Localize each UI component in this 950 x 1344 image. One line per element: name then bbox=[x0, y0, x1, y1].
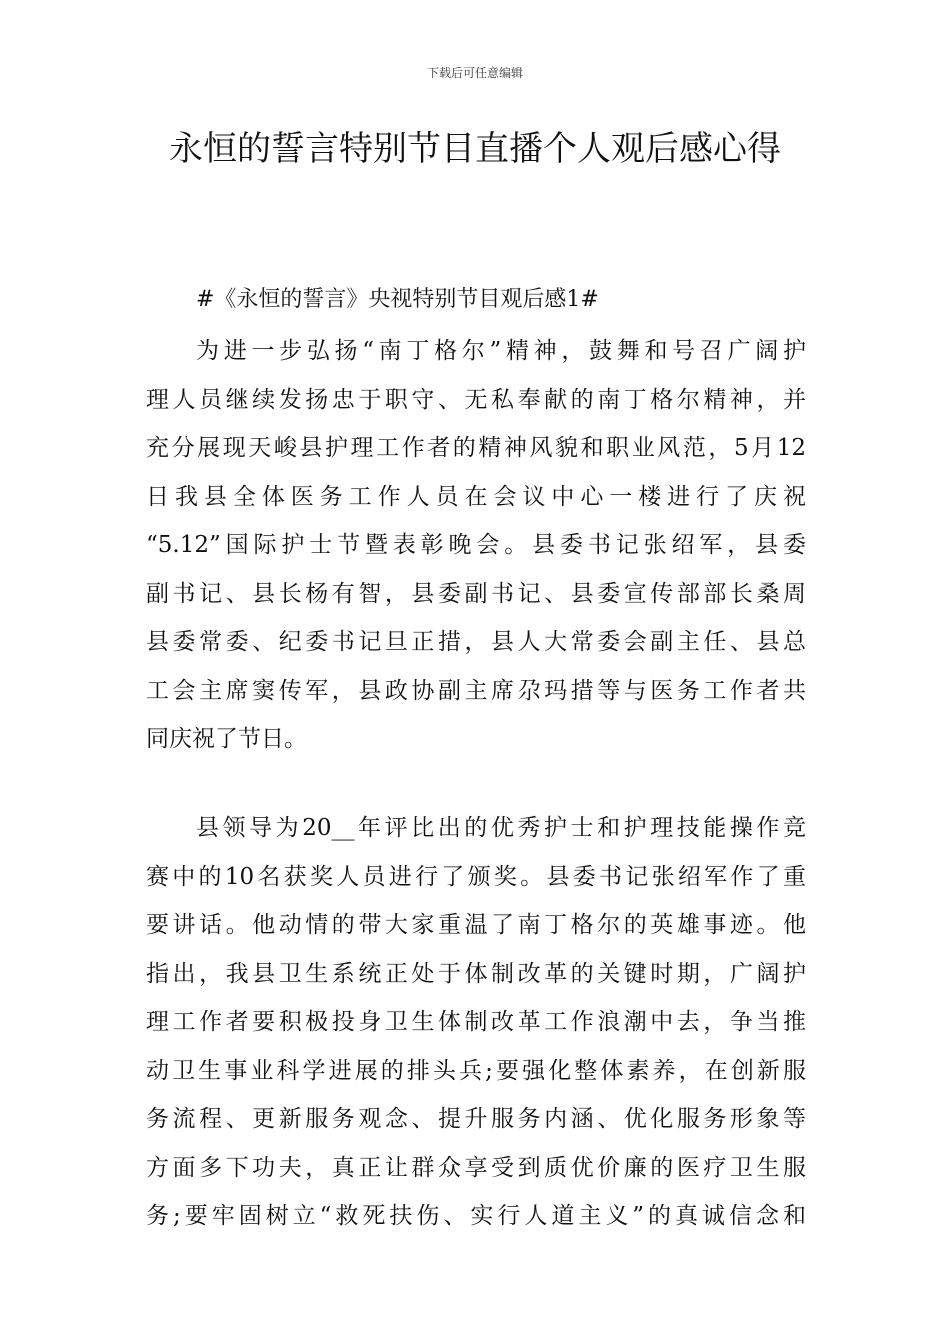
paragraph-line: 副书记、县长杨有智，县委副书记、县委宣传部部长桑周 bbox=[146, 580, 806, 607]
paragraph-line: 县委常委、纪委书记旦正措，县人大常委会副主任、县总 bbox=[146, 629, 806, 655]
header-note: 下载后可任意编辑 bbox=[426, 66, 523, 80]
section-subheading: #《永恒的誓言》央视特别节目观后感1# bbox=[196, 287, 599, 312]
paragraph-1 bbox=[146, 327, 806, 764]
paragraph-2 bbox=[146, 804, 806, 1241]
paragraph-line: 指出，我县卫生系统正处于体制改革的关键时期，广阔护 bbox=[146, 960, 806, 987]
paragraph-line: 赛中的10名获奖人员进行了颁奖。县委书记张绍军作了重 bbox=[146, 863, 806, 890]
paragraph-line: 工会主席窦传军，县政协副主席尕玛措等与医务工作者共 bbox=[146, 677, 806, 704]
paragraph-line: 动卫生事业科学进展的排头兵;要强化整体素养，在创新服 bbox=[146, 1057, 806, 1084]
paragraph-line: 县领导为20__年评比出的优秀护士和护理技能操作竞 bbox=[196, 815, 806, 841]
paragraph-line: 理工作者要积极投身卫生体制改革工作浪潮中去，争当推 bbox=[146, 1009, 806, 1035]
paragraph-line: 同庆祝了节日。 bbox=[146, 726, 307, 752]
paragraph-line: 方面多下功夫，真正让群众享受到质优价廉的医疗卫生服 bbox=[146, 1154, 806, 1181]
paragraph-line: 理人员继续发扬忠于职守、无私奉献的南丁格尔精神，并 bbox=[146, 386, 806, 413]
paragraph-line: 充分展现天峻县护理工作者的精神风貌和职业风范，5月12 bbox=[146, 435, 806, 461]
paragraph-line: “5.12”国际护士节暨表彰晚会。县委书记张绍军，县委 bbox=[146, 532, 806, 558]
paragraph-line: 务流程、更新服务观念、提升服务内涵、优化服务形象等 bbox=[146, 1106, 806, 1132]
paragraph-line: 务;要牢固树立“救死扶伤、实行人道主义”的真诚信念和 bbox=[146, 1203, 806, 1229]
paragraph-line: 要讲话。他动情的带大家重温了南丁格尔的英雄事迹。他 bbox=[146, 912, 806, 938]
paragraph-line: 日我县全体医务工作人员在会议中心一楼进行了庆祝 bbox=[146, 483, 806, 510]
paragraph-line: 为进一步弘扬“南丁格尔”精神，鼓舞和号召广阔护 bbox=[196, 338, 806, 364]
document-title: 永恒的誓言特别节目直播个人观后感心得 bbox=[169, 129, 781, 169]
